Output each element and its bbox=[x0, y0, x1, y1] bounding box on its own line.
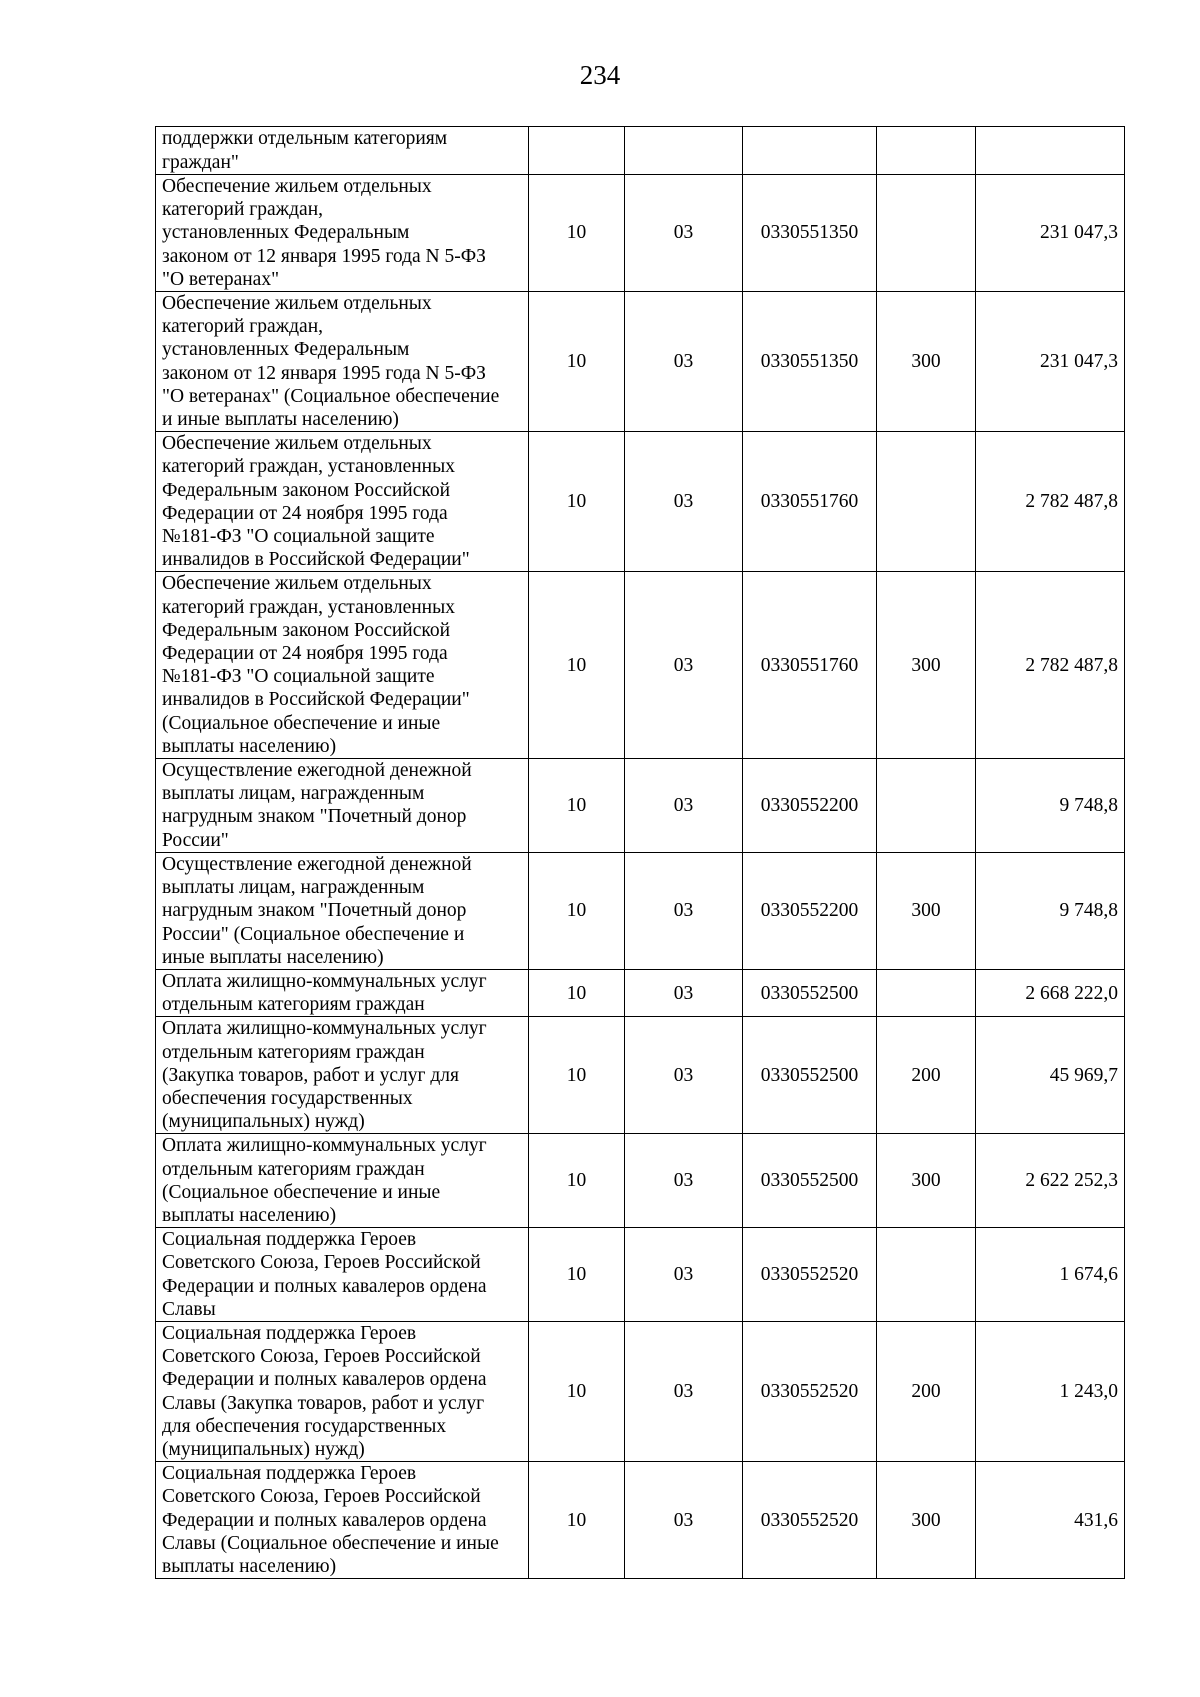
item-name-line: Советского Союза, Героев Российской bbox=[162, 1346, 481, 1368]
amount-cell: 2 668 222,0 bbox=[976, 969, 1125, 1016]
section-cell: 10 bbox=[529, 1228, 625, 1322]
section-cell: 10 bbox=[529, 292, 625, 432]
item-name-line: Оплата жилищно-коммунальных услуг bbox=[162, 1135, 487, 1157]
target-article-cell: 0330551350 bbox=[743, 175, 877, 292]
item-name-line: России" bbox=[162, 829, 229, 851]
item-name-line: выплаты лицам, награжденным bbox=[162, 783, 425, 805]
table-row bbox=[156, 127, 1125, 175]
expense-type-cell bbox=[877, 175, 976, 292]
item-name-line: Федерации и полных кавалеров ордена bbox=[162, 1275, 487, 1297]
item-name-line: отдельным категориям граждан bbox=[162, 1041, 425, 1063]
expense-type-cell bbox=[877, 759, 976, 853]
expense-type-cell: 200 bbox=[877, 1321, 976, 1461]
table-row bbox=[156, 292, 1125, 432]
expense-type-cell bbox=[877, 127, 976, 175]
item-name-line: "О ветеранах" bbox=[162, 268, 280, 290]
amount-cell bbox=[976, 127, 1125, 175]
table-row bbox=[156, 1462, 1125, 1579]
item-name-cell bbox=[156, 759, 529, 853]
item-name-line: нагрудным знаком "Почетный донор bbox=[162, 806, 467, 828]
item-name-line: выплаты лицам, награжденным bbox=[162, 877, 425, 899]
item-name-cell bbox=[156, 127, 529, 175]
target-article-cell bbox=[743, 127, 877, 175]
item-name-line: Оплата жилищно-коммунальных услуг bbox=[162, 1018, 487, 1040]
item-name-line: (Социальное обеспечение и иные bbox=[162, 712, 441, 734]
table-row bbox=[156, 852, 1125, 969]
item-name-line: граждан" bbox=[162, 151, 239, 173]
item-name-line: Социальная поддержка Героев bbox=[162, 1229, 417, 1251]
item-name-line: иные выплаты населению) bbox=[162, 946, 384, 968]
amount-cell: 45 969,7 bbox=[976, 1017, 1125, 1134]
target-article-cell: 0330551760 bbox=[743, 572, 877, 759]
item-name-line: категорий граждан, установленных bbox=[162, 456, 455, 478]
item-name-line: Федеральным законом Российской bbox=[162, 479, 451, 501]
item-name-cell bbox=[156, 175, 529, 292]
subsection-cell: 03 bbox=[625, 969, 743, 1016]
target-article-cell: 0330552500 bbox=[743, 1017, 877, 1134]
item-name-line: (муниципальных) нужд) bbox=[162, 1438, 365, 1460]
item-name-line: выплаты населению) bbox=[162, 1204, 337, 1226]
section-cell: 10 bbox=[529, 175, 625, 292]
table-row bbox=[156, 1228, 1125, 1322]
amount-cell: 231 047,3 bbox=[976, 292, 1125, 432]
section-cell bbox=[529, 127, 625, 175]
subsection-cell: 03 bbox=[625, 852, 743, 969]
target-article-cell: 0330552200 bbox=[743, 852, 877, 969]
expense-type-cell: 300 bbox=[877, 1462, 976, 1579]
table-row bbox=[156, 1321, 1125, 1461]
amount-cell: 1 674,6 bbox=[976, 1228, 1125, 1322]
item-name-line: России" (Социальное обеспечение и bbox=[162, 923, 465, 945]
expense-type-cell: 300 bbox=[877, 572, 976, 759]
subsection-cell: 03 bbox=[625, 1321, 743, 1461]
expense-type-cell: 300 bbox=[877, 852, 976, 969]
subsection-cell bbox=[625, 127, 743, 175]
subsection-cell: 03 bbox=[625, 175, 743, 292]
item-name-line: категорий граждан, bbox=[162, 199, 324, 221]
item-name-line: "О ветеранах" (Социальное обеспечение bbox=[162, 385, 500, 407]
item-name-cell bbox=[156, 1134, 529, 1228]
subsection-cell: 03 bbox=[625, 432, 743, 572]
subsection-cell: 03 bbox=[625, 1017, 743, 1134]
item-name-line: Социальная поддержка Героев bbox=[162, 1463, 417, 1485]
table-row bbox=[156, 759, 1125, 853]
section-cell: 10 bbox=[529, 432, 625, 572]
item-name-line: Славы bbox=[162, 1298, 216, 1320]
item-name-line: поддержки отдельным категориям bbox=[162, 128, 448, 150]
item-name-line: Федерации от 24 ноября 1995 года bbox=[162, 643, 448, 665]
expense-type-cell bbox=[877, 432, 976, 572]
item-name-line: установленных Федеральным bbox=[162, 222, 410, 244]
table-body bbox=[156, 127, 1125, 1579]
item-name-line: Советского Союза, Героев Российской bbox=[162, 1252, 481, 1274]
amount-cell: 9 748,8 bbox=[976, 759, 1125, 853]
item-name-line: для обеспечения государственных bbox=[162, 1415, 447, 1437]
item-name-line: №181-ФЗ "О социальной защите bbox=[162, 666, 435, 688]
item-name-line: Осуществление ежегодной денежной bbox=[162, 760, 472, 782]
item-name-line: инвалидов в Российской Федерации" bbox=[162, 549, 470, 571]
item-name-line: категорий граждан, bbox=[162, 316, 324, 338]
item-name-line: №181-ФЗ "О социальной защите bbox=[162, 526, 435, 548]
item-name-cell bbox=[156, 292, 529, 432]
item-name-line: Обеспечение жильем отдельных bbox=[162, 433, 432, 455]
item-name-line: обеспечения государственных bbox=[162, 1087, 413, 1109]
item-name-line: Славы (Закупка товаров, работ и услуг bbox=[162, 1392, 485, 1414]
table-row bbox=[156, 432, 1125, 572]
target-article-cell: 0330552500 bbox=[743, 969, 877, 1016]
item-name-line: Социальная поддержка Героев bbox=[162, 1322, 417, 1344]
item-name-line: Обеспечение жильем отдельных bbox=[162, 176, 432, 197]
target-article-cell: 0330552520 bbox=[743, 1462, 877, 1579]
item-name-line: отдельным категориям граждан bbox=[162, 1158, 425, 1180]
subsection-cell: 03 bbox=[625, 292, 743, 432]
item-name-cell bbox=[156, 852, 529, 969]
item-name-line: законом от 12 января 1995 года N 5-ФЗ bbox=[162, 245, 486, 267]
amount-cell: 2 782 487,8 bbox=[976, 432, 1125, 572]
budget-table bbox=[155, 126, 1125, 1579]
item-name-cell bbox=[156, 1462, 529, 1579]
subsection-cell: 03 bbox=[625, 1462, 743, 1579]
page-number: 234 bbox=[579, 60, 621, 90]
item-name-line: Осуществление ежегодной денежной bbox=[162, 853, 472, 875]
item-name-line: категорий граждан, установленных bbox=[162, 596, 455, 618]
expense-type-cell: 300 bbox=[877, 292, 976, 432]
item-name-line: Славы (Социальное обеспечение и иные bbox=[162, 1532, 499, 1554]
expense-type-cell bbox=[877, 969, 976, 1016]
expense-type-cell: 300 bbox=[877, 1134, 976, 1228]
section-cell: 10 bbox=[529, 1134, 625, 1228]
item-name-line: Федерации от 24 ноября 1995 года bbox=[162, 502, 448, 524]
item-name-cell bbox=[156, 969, 529, 1016]
section-cell: 10 bbox=[529, 969, 625, 1016]
subsection-cell: 03 bbox=[625, 1134, 743, 1228]
expense-type-cell bbox=[877, 1228, 976, 1322]
item-name-line: Федерации и полных кавалеров ордена bbox=[162, 1369, 487, 1391]
item-name-line: Оплата жилищно-коммунальных услуг bbox=[162, 970, 487, 992]
target-article-cell: 0330551760 bbox=[743, 432, 877, 572]
section-cell: 10 bbox=[529, 852, 625, 969]
item-name-cell bbox=[156, 432, 529, 572]
target-article-cell: 0330552500 bbox=[743, 1134, 877, 1228]
item-name-cell bbox=[156, 1321, 529, 1461]
target-article-cell: 0330552520 bbox=[743, 1321, 877, 1461]
target-article-cell: 0330552520 bbox=[743, 1228, 877, 1322]
item-name-line: Федеральным законом Российской bbox=[162, 619, 451, 641]
table-row bbox=[156, 572, 1125, 759]
amount-cell: 231 047,3 bbox=[976, 175, 1125, 292]
item-name-line: Советского Союза, Героев Российской bbox=[162, 1486, 481, 1508]
item-name-line: (Социальное обеспечение и иные bbox=[162, 1181, 441, 1203]
section-cell: 10 bbox=[529, 759, 625, 853]
amount-cell: 431,6 bbox=[976, 1462, 1125, 1579]
item-name-line: (Закупка товаров, работ и услуг для bbox=[162, 1064, 459, 1086]
item-name-line: установленных Федеральным bbox=[162, 339, 410, 361]
item-name-line: Обеспечение жильем отдельных bbox=[162, 293, 432, 315]
amount-cell: 2 622 252,3 bbox=[976, 1134, 1125, 1228]
section-cell: 10 bbox=[529, 1321, 625, 1461]
subsection-cell: 03 bbox=[625, 572, 743, 759]
section-cell: 10 bbox=[529, 1017, 625, 1134]
item-name-line: выплаты населению) bbox=[162, 735, 337, 757]
subsection-cell: 03 bbox=[625, 1228, 743, 1322]
target-article-cell: 0330552200 bbox=[743, 759, 877, 853]
item-name-cell bbox=[156, 1228, 529, 1322]
table-row bbox=[156, 1017, 1125, 1134]
section-cell: 10 bbox=[529, 1462, 625, 1579]
item-name-line: (муниципальных) нужд) bbox=[162, 1111, 365, 1133]
item-name-line: нагрудным знаком "Почетный донор bbox=[162, 900, 467, 922]
item-name-line: инвалидов в Российской Федерации" bbox=[162, 689, 470, 711]
table-row bbox=[156, 969, 1125, 1016]
item-name-line: законом от 12 января 1995 года N 5-ФЗ bbox=[162, 362, 486, 384]
table-row bbox=[156, 1134, 1125, 1228]
item-name-line: и иные выплаты населению) bbox=[162, 409, 399, 431]
amount-cell: 9 748,8 bbox=[976, 852, 1125, 969]
item-name-line: выплаты населению) bbox=[162, 1555, 337, 1577]
expense-type-cell: 200 bbox=[877, 1017, 976, 1134]
item-name-line: отдельным категориям граждан bbox=[162, 994, 425, 1016]
amount-cell: 2 782 487,8 bbox=[976, 572, 1125, 759]
amount-cell: 1 243,0 bbox=[976, 1321, 1125, 1461]
section-cell: 10 bbox=[529, 572, 625, 759]
item-name-line: Обеспечение жильем отдельных bbox=[162, 573, 432, 595]
table-row bbox=[156, 175, 1125, 292]
item-name-cell bbox=[156, 1017, 529, 1134]
target-article-cell: 0330551350 bbox=[743, 292, 877, 432]
subsection-cell: 03 bbox=[625, 759, 743, 853]
item-name-cell bbox=[156, 572, 529, 759]
item-name-line: Федерации и полных кавалеров ордена bbox=[162, 1509, 487, 1531]
